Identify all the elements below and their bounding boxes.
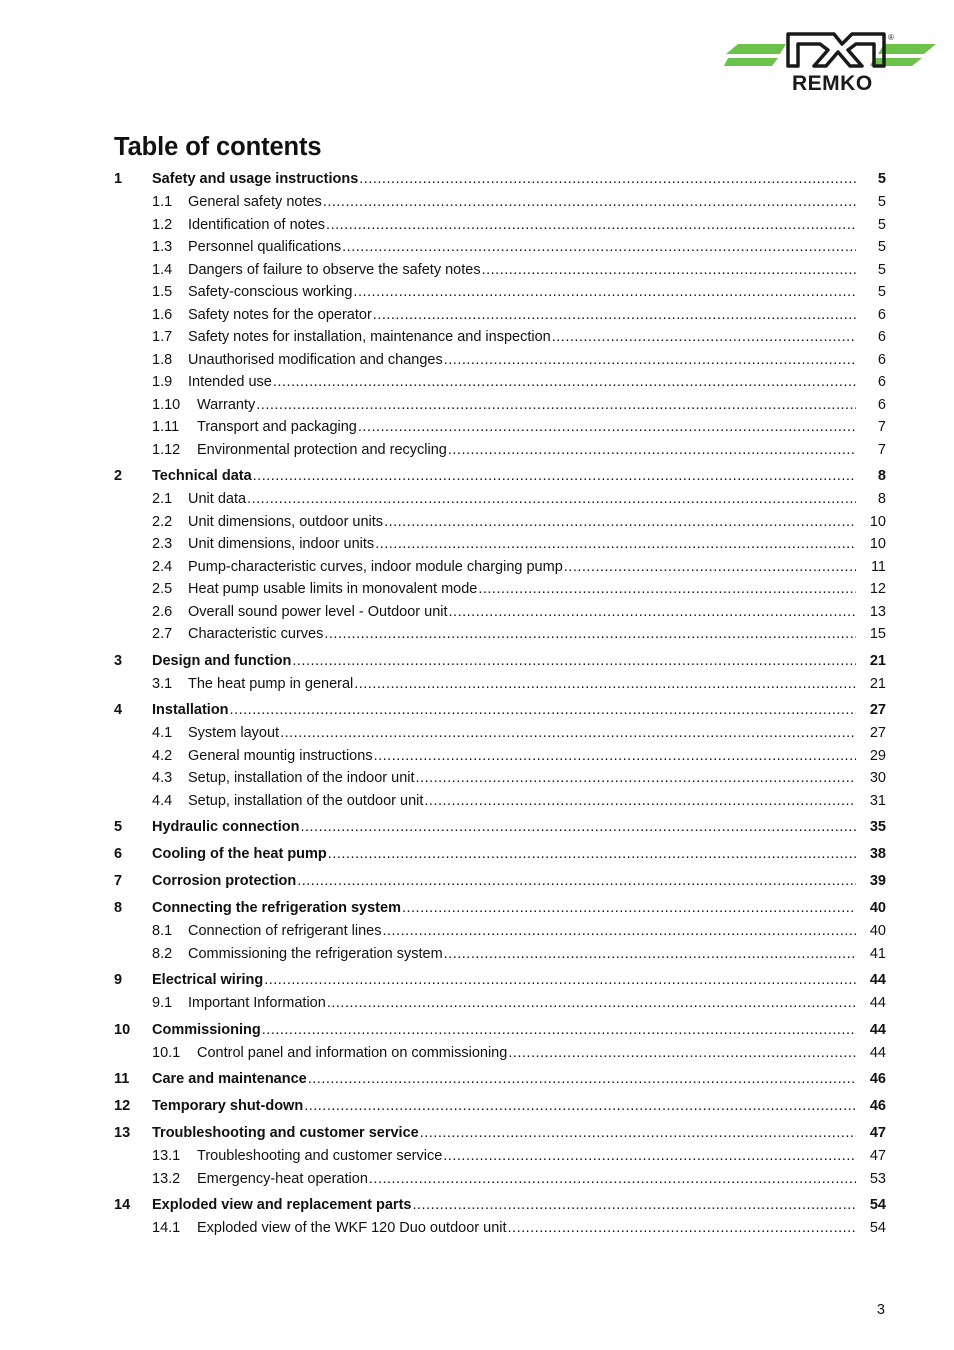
- dot-leader: [324, 623, 856, 646]
- section-number: 1.4: [152, 261, 173, 278]
- page-number: 3: [876, 1302, 885, 1318]
- section-number: 1.6: [152, 306, 173, 323]
- section-number: 14.1: [152, 1220, 181, 1236]
- section-number: 9.1: [152, 995, 173, 1011]
- leader: [197, 1168, 856, 1191]
- chapter-title: Safety and usage instructions: [152, 168, 359, 191]
- section-title: Unit data: [188, 488, 247, 511]
- section-title: Important Information: [188, 992, 327, 1015]
- section-title: Warranty: [197, 394, 256, 417]
- dot-leader: [353, 281, 856, 304]
- logo-wordmark: REMKO: [792, 72, 873, 92]
- section-number: 4.4: [152, 792, 173, 809]
- section-number: 1.3: [152, 239, 173, 255]
- toc-section-1-2[interactable]: [114, 214, 886, 237]
- leader: [152, 1122, 856, 1145]
- leader: [197, 1145, 856, 1168]
- leader: [188, 304, 856, 327]
- dot-leader: [297, 870, 856, 893]
- toc-section-13-2[interactable]: [114, 1168, 886, 1191]
- leader: [188, 623, 856, 646]
- section-title: Dangers of failure to observe the safety notes: [188, 259, 482, 282]
- section-number: 1.12: [152, 441, 181, 458]
- chapter-title: Connecting the refrigeration system: [152, 897, 402, 920]
- chapter-number: 10: [114, 1021, 131, 1038]
- leader: [188, 259, 856, 282]
- toc-chapter-9[interactable]: [114, 969, 886, 992]
- section-title: Safety-conscious working: [188, 281, 353, 304]
- section-page: 6: [877, 329, 886, 345]
- dot-leader: [375, 533, 856, 556]
- toc-section-1-6[interactable]: [114, 304, 886, 327]
- dot-leader: [308, 1068, 856, 1091]
- chapter-page: 8: [877, 468, 886, 484]
- dot-leader: [508, 1042, 856, 1065]
- leader: [188, 236, 856, 259]
- section-page: 11: [870, 558, 886, 575]
- section-page: 44: [869, 1044, 886, 1061]
- section-number: 2.4: [152, 558, 173, 575]
- leader: [152, 1019, 856, 1042]
- toc-section-10-1[interactable]: [114, 1042, 886, 1065]
- section-title: Exploded view of the WKF 120 Duo outdoor unit: [197, 1217, 508, 1240]
- dot-leader: [564, 556, 856, 579]
- chapter-number: 1: [114, 171, 123, 187]
- dot-leader: [358, 416, 856, 439]
- leader: [188, 673, 856, 696]
- leader: [188, 722, 856, 745]
- dot-leader: [508, 1217, 856, 1240]
- dot-leader: [264, 969, 856, 992]
- leader: [152, 897, 856, 920]
- toc-section-8-2[interactable]: [114, 943, 886, 966]
- dot-leader: [416, 767, 856, 790]
- chapter-number: 11: [114, 1071, 130, 1087]
- section-number: 13.1: [152, 1148, 181, 1164]
- section-page: 53: [869, 1170, 886, 1187]
- chapter-page: 40: [869, 900, 886, 916]
- section-page: 30: [869, 770, 886, 786]
- chapter-page: 46: [869, 1071, 886, 1087]
- section-page: 41: [869, 945, 886, 962]
- section-title: Setup, installation of the indoor unit: [188, 767, 416, 790]
- leader: [188, 281, 856, 304]
- dot-leader: [359, 168, 856, 191]
- leader: [197, 1042, 856, 1065]
- toc-chapter-12[interactable]: [114, 1095, 886, 1118]
- dot-leader: [292, 650, 856, 673]
- toc-section-3-1[interactable]: [114, 673, 886, 696]
- logo-left-stripe-bottom: [724, 58, 778, 66]
- section-title: Personnel qualifications: [188, 236, 342, 259]
- toc-chapter-5[interactable]: [114, 816, 886, 839]
- section-number: 1.5: [152, 284, 173, 300]
- chapter-number: 4: [114, 702, 123, 718]
- toc-section-2-1[interactable]: [114, 488, 886, 511]
- section-page: 47: [869, 1148, 886, 1164]
- toc-section-4-1[interactable]: [114, 722, 886, 745]
- section-title: General safety notes: [188, 191, 323, 214]
- dot-leader: [230, 699, 856, 722]
- dot-leader: [482, 259, 856, 282]
- leader: [188, 533, 856, 556]
- section-number: 2.5: [152, 581, 173, 597]
- section-title: Connection of refrigerant lines: [188, 920, 382, 943]
- toc-section-4-3[interactable]: [114, 767, 886, 790]
- section-title: Characteristic curves: [188, 623, 324, 646]
- leader: [188, 191, 856, 214]
- toc-chapter-8[interactable]: [114, 897, 886, 920]
- toc-section-2-6[interactable]: [114, 601, 886, 624]
- dot-leader: [326, 214, 856, 237]
- section-page: 27: [869, 725, 886, 741]
- section-number: 2.3: [152, 536, 173, 552]
- section-title: System layout: [188, 722, 280, 745]
- section-number: 3.1: [152, 675, 173, 692]
- dot-leader: [369, 1168, 856, 1191]
- dot-leader: [420, 1122, 856, 1145]
- dot-leader: [412, 1194, 856, 1217]
- section-page: 6: [877, 374, 886, 390]
- chapter-number: 2: [114, 468, 123, 484]
- chapter-number: 3: [114, 652, 123, 669]
- dot-leader: [424, 790, 856, 813]
- chapter-title: Hydraulic connection: [152, 816, 300, 839]
- dot-leader: [373, 304, 856, 327]
- logo-registered: ®: [888, 33, 894, 42]
- leader: [188, 488, 856, 511]
- chapter-page: 27: [869, 702, 886, 718]
- chapter-number: 14: [114, 1197, 131, 1213]
- section-title: Safety notes for the operator: [188, 304, 373, 327]
- remko-logo: [724, 30, 938, 92]
- dot-leader: [342, 236, 856, 259]
- section-page: 6: [877, 396, 886, 413]
- section-number: 2.1: [152, 491, 173, 507]
- section-title: General mountig instructions: [188, 745, 374, 768]
- section-title: Commissioning the refrigeration system: [188, 943, 444, 966]
- section-page: 8: [877, 491, 886, 507]
- chapter-page: 46: [869, 1098, 886, 1114]
- dot-leader: [443, 1145, 856, 1168]
- toc-chapter-7[interactable]: [114, 870, 886, 893]
- dot-leader: [280, 722, 856, 745]
- leader: [188, 349, 856, 372]
- section-title: Overall sound power level - Outdoor unit: [188, 601, 449, 624]
- leader: [188, 601, 856, 624]
- section-page: 10: [869, 513, 886, 530]
- chapter-title: Exploded view and replacement parts: [152, 1194, 412, 1217]
- chapter-title: Design and function: [152, 650, 292, 673]
- toc-section-1-10[interactable]: [114, 394, 886, 417]
- toc-section-4-2[interactable]: [114, 745, 886, 768]
- section-page: 5: [877, 239, 886, 255]
- dot-leader: [374, 745, 856, 768]
- dot-leader: [300, 816, 856, 839]
- chapter-title: Temporary shut-down: [152, 1095, 304, 1118]
- dot-leader: [323, 191, 856, 214]
- chapter-number: 7: [114, 873, 123, 889]
- section-number: 10.1: [152, 1044, 181, 1061]
- section-page: 54: [869, 1220, 886, 1236]
- toc-chapter-10[interactable]: [114, 1019, 886, 1042]
- section-page: 6: [877, 306, 886, 323]
- section-page: 7: [877, 419, 886, 435]
- chapter-title: Commissioning: [152, 1019, 262, 1042]
- leader: [152, 969, 856, 992]
- chapter-title: Cooling of the heat pump: [152, 843, 328, 866]
- chapter-page: 44: [869, 1021, 886, 1038]
- leader: [152, 870, 856, 893]
- toc-section-1-7[interactable]: [114, 326, 886, 349]
- dot-leader: [327, 992, 856, 1015]
- leader: [197, 416, 856, 439]
- leader: [188, 790, 856, 813]
- section-number: 1.9: [152, 374, 173, 390]
- section-number: 1.8: [152, 351, 173, 368]
- section-page: 5: [877, 261, 886, 278]
- dot-leader: [384, 511, 856, 534]
- dot-leader: [449, 601, 856, 624]
- chapter-title: Care and maintenance: [152, 1068, 308, 1091]
- dot-leader: [262, 1019, 856, 1042]
- leader: [152, 1095, 856, 1118]
- toc-section-14-1[interactable]: [114, 1217, 886, 1240]
- dot-leader: [256, 394, 856, 417]
- section-number: 1.11: [152, 419, 180, 435]
- chapter-page: 21: [869, 652, 886, 669]
- chapter-title: Electrical wiring: [152, 969, 264, 992]
- leader: [152, 1068, 856, 1091]
- chapter-page: 39: [869, 873, 886, 889]
- section-title: The heat pump in general: [188, 673, 354, 696]
- toc-chapter-13[interactable]: [114, 1122, 886, 1145]
- leader: [152, 168, 856, 191]
- toc-section-9-1[interactable]: [114, 992, 886, 1015]
- section-title: Pump-characteristic curves, indoor module charging pump: [188, 556, 564, 579]
- dot-leader: [552, 326, 856, 349]
- leader: [188, 214, 856, 237]
- section-title: Transport and packaging: [197, 416, 358, 439]
- toc-section-1-11[interactable]: [114, 416, 886, 439]
- chapter-title: Technical data: [152, 465, 253, 488]
- toc-chapter-11[interactable]: [114, 1068, 886, 1091]
- section-title: Identification of notes: [188, 214, 326, 237]
- toc-section-4-4[interactable]: [114, 790, 886, 813]
- section-number: 4.1: [152, 725, 173, 741]
- section-page: 40: [869, 923, 886, 939]
- logo-rk-mark: [788, 34, 884, 66]
- chapter-title: Installation: [152, 699, 230, 722]
- section-number: 8.2: [152, 945, 173, 962]
- leader: [152, 650, 856, 673]
- dot-leader: [273, 371, 856, 394]
- toc-section-13-1[interactable]: [114, 1145, 886, 1168]
- toc-chapter-6[interactable]: [114, 843, 886, 866]
- leader: [188, 920, 856, 943]
- dot-leader: [382, 920, 856, 943]
- toc-section-2-2[interactable]: [114, 511, 886, 534]
- section-page: 5: [877, 216, 886, 233]
- leader: [188, 943, 856, 966]
- leader: [197, 1217, 856, 1240]
- dot-leader: [448, 439, 856, 462]
- section-page: 21: [869, 675, 886, 692]
- section-number: 1.7: [152, 329, 173, 345]
- chapter-page: 38: [869, 846, 886, 862]
- leader: [152, 699, 856, 722]
- chapter-number: 12: [114, 1098, 131, 1114]
- section-title: Control panel and information on commissioning: [197, 1042, 508, 1065]
- chapter-page: 47: [869, 1125, 886, 1141]
- leader: [197, 394, 856, 417]
- leader: [152, 1194, 856, 1217]
- dot-leader: [304, 1095, 856, 1118]
- toc-section-1-5[interactable]: [114, 281, 886, 304]
- toc-section-2-4[interactable]: [114, 556, 886, 579]
- toc-section-2-3[interactable]: [114, 533, 886, 556]
- section-page: 31: [869, 792, 886, 809]
- logo-right-stripe-top: [878, 44, 936, 54]
- leader: [188, 767, 856, 790]
- section-title: Unit dimensions, outdoor units: [188, 511, 384, 534]
- chapter-page: 54: [869, 1197, 886, 1213]
- section-number: 2.7: [152, 626, 173, 642]
- leader: [188, 556, 856, 579]
- toc-section-1-4[interactable]: [114, 259, 886, 282]
- leader: [188, 511, 856, 534]
- dot-leader: [402, 897, 856, 920]
- section-title: Intended use: [188, 371, 273, 394]
- chapter-title: Troubleshooting and customer service: [152, 1122, 420, 1145]
- toc-section-1-8[interactable]: [114, 349, 886, 372]
- toc-chapter-1[interactable]: [114, 168, 886, 191]
- logo-left-stripe-top: [726, 44, 786, 54]
- section-page: 10: [869, 536, 886, 552]
- toc-section-1-3[interactable]: [114, 236, 886, 259]
- toc-section-1-1[interactable]: [114, 191, 886, 214]
- chapter-page: 35: [869, 819, 886, 835]
- section-title: Unauthorised modification and changes: [188, 349, 444, 372]
- section-title: Emergency-heat operation: [197, 1168, 369, 1191]
- dot-leader: [444, 943, 856, 966]
- leader: [188, 578, 856, 601]
- chapter-number: 13: [114, 1125, 131, 1141]
- leader: [188, 326, 856, 349]
- section-number: 1.10: [152, 396, 181, 413]
- chapter-number: 8: [114, 900, 123, 916]
- chapter-number: 6: [114, 846, 123, 862]
- leader: [152, 465, 856, 488]
- dot-leader: [247, 488, 856, 511]
- table-of-contents: [114, 168, 886, 1240]
- section-title: Setup, installation of the outdoor unit: [188, 790, 424, 813]
- toc-chapter-3[interactable]: [114, 650, 886, 673]
- toc-section-1-9[interactable]: [114, 371, 886, 394]
- section-number: 4.2: [152, 747, 173, 764]
- chapter-page: 5: [877, 171, 886, 187]
- section-title: Safety notes for installation, maintenance and inspection: [188, 326, 552, 349]
- section-number: 2.2: [152, 513, 173, 530]
- chapter-number: 5: [114, 819, 123, 835]
- section-number: 4.3: [152, 770, 173, 786]
- section-number: 8.1: [152, 923, 173, 939]
- section-page: 5: [877, 194, 886, 210]
- section-title: Unit dimensions, indoor units: [188, 533, 375, 556]
- leader: [152, 816, 856, 839]
- section-title: Troubleshooting and customer service: [197, 1145, 443, 1168]
- chapter-page: 44: [869, 972, 886, 988]
- section-number: 13.2: [152, 1170, 181, 1187]
- toc-chapter-2[interactable]: [114, 465, 886, 488]
- leader: [188, 992, 856, 1015]
- toc-section-2-7[interactable]: [114, 623, 886, 646]
- chapter-number: 9: [114, 972, 123, 988]
- dot-leader: [478, 578, 856, 601]
- leader: [188, 371, 856, 394]
- leader: [188, 745, 856, 768]
- section-number: 1.2: [152, 216, 173, 233]
- dot-leader: [253, 465, 856, 488]
- dot-leader: [328, 843, 856, 866]
- section-page: 6: [877, 351, 886, 368]
- chapter-title: Corrosion protection: [152, 870, 297, 893]
- page-title: Table of contents: [114, 133, 322, 161]
- section-number: 1.1: [152, 194, 173, 210]
- dot-leader: [354, 673, 856, 696]
- section-page: 13: [869, 603, 886, 620]
- remko-logo-mark: [724, 30, 938, 92]
- section-title: Heat pump usable limits in monovalent mode: [188, 578, 478, 601]
- toc-section-2-5[interactable]: [114, 578, 886, 601]
- section-number: 2.6: [152, 603, 173, 620]
- toc-chapter-14[interactable]: [114, 1194, 886, 1217]
- toc-section-8-1[interactable]: [114, 920, 886, 943]
- section-page: 29: [869, 747, 886, 764]
- toc-chapter-4[interactable]: [114, 699, 886, 722]
- leader: [152, 843, 856, 866]
- toc-section-1-12[interactable]: [114, 439, 886, 462]
- section-title: Environmental protection and recycling: [197, 439, 448, 462]
- dot-leader: [444, 349, 856, 372]
- section-page: 44: [869, 995, 886, 1011]
- section-page: 5: [877, 284, 886, 300]
- section-page: 15: [869, 626, 886, 642]
- leader: [197, 439, 856, 462]
- section-page: 12: [869, 581, 886, 597]
- section-page: 7: [877, 441, 886, 458]
